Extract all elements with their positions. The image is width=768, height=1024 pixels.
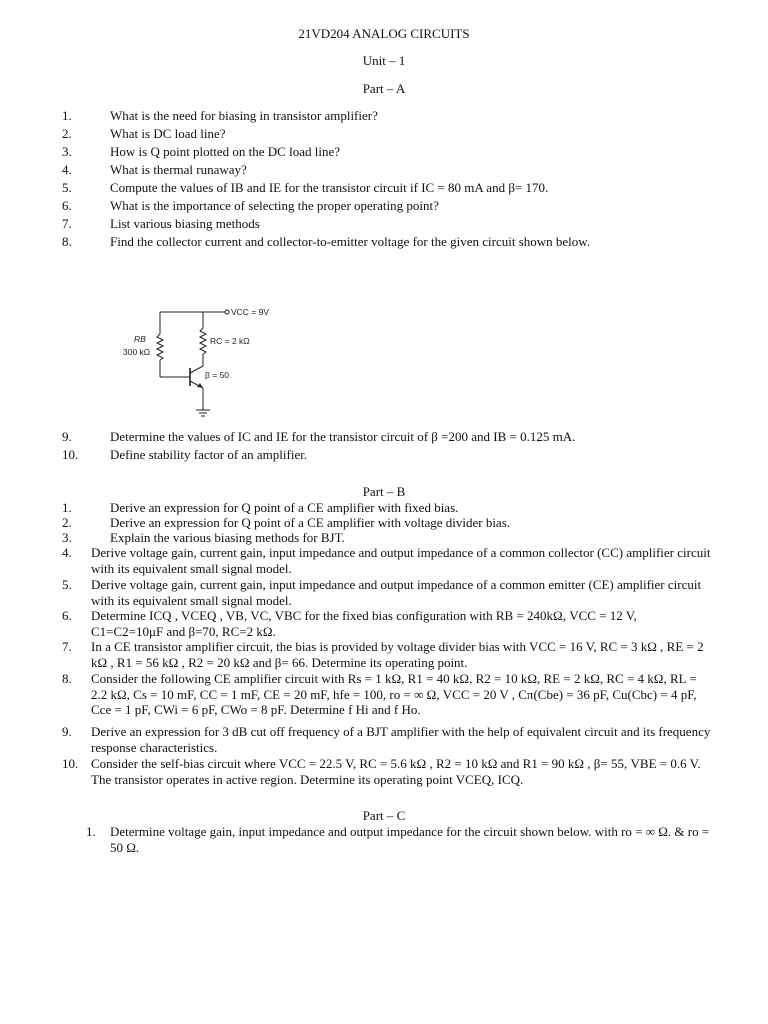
- part-c-list-item: [86, 824, 712, 855]
- question-text: What is the importance of selecting the proper operating point?: [110, 198, 439, 213]
- question-text: What is DC load line?: [110, 126, 226, 141]
- document-title: 21VD204 ANALOG CIRCUITS: [298, 26, 470, 41]
- question-text: In a CE transistor amplifier circuit, the bias is provided by voltage divider bias with VCC = 16 V, RC = 3 kΩ , RE = 2 kΩ , R1 = 56 kΩ , R2 = 20 kΩ and β= 66. Determine its operating point.: [91, 639, 704, 670]
- list-item: [62, 671, 712, 724]
- part-c-heading: Part – C: [362, 808, 406, 823]
- vcc-label: VCC = 9V: [231, 307, 270, 317]
- item-number: 2.: [62, 126, 72, 141]
- rb-value: 300 kΩ: [123, 347, 151, 357]
- part-b-heading: Part – B: [362, 484, 406, 499]
- fixed-bias-circuit-diagram: [112, 300, 292, 422]
- item-number: 7.: [62, 639, 72, 654]
- vcc-terminal: [225, 310, 229, 314]
- unit-heading: Unit – 1: [362, 53, 406, 68]
- question-text: Derive an expression for Q point of a CE amplifier with voltage divider bias.: [110, 515, 511, 530]
- list-item: [62, 530, 712, 545]
- question-text: List various biasing methods: [110, 216, 260, 231]
- question-text: Determine voltage gain, input impedance and output impedance for the circuit shown below. with ro = ∞ Ω. & ro = 50 Ω.: [110, 824, 710, 855]
- list-item: [62, 639, 712, 671]
- part-a-heading: Part – A: [362, 81, 406, 96]
- list-item: [62, 545, 712, 577]
- item-number: 2.: [62, 515, 72, 530]
- rc-label: RC = 2 kΩ: [210, 336, 250, 346]
- list-item: [62, 234, 712, 252]
- question-text: What is thermal runaway?: [110, 162, 247, 177]
- item-number: 3.: [62, 144, 72, 159]
- item-number: 8.: [62, 234, 72, 249]
- rc-resistor: [200, 328, 206, 354]
- part-b-list: [62, 500, 712, 788]
- list-item: [62, 126, 712, 144]
- question-text: How is Q point plotted on the DC load line?: [110, 144, 341, 159]
- question-text: Consider the self-bias circuit where VCC = 22.5 V, RC = 5.6 kΩ , R2 = 10 kΩ and R1 = 90 kΩ , β= 55, VBE = 0.6 V. The transistor operates in active region. Determine its operating point VCEQ, ICQ.: [91, 756, 701, 787]
- list-item: [62, 180, 712, 198]
- part-a-list-continued: [62, 429, 712, 465]
- list-item: [62, 447, 712, 465]
- item-number: 3.: [62, 530, 72, 545]
- question-text: Find the collector current and collector-to-emitter voltage for the given circuit shown below.: [110, 234, 591, 249]
- item-number: 8.: [62, 671, 72, 686]
- rb-resistor: [157, 334, 163, 360]
- item-number: 6.: [62, 198, 72, 213]
- question-text: Derive voltage gain, current gain, input impedance and output impedance of a common emitter (CE) amplifier circuit with its equivalent small signal model.: [91, 577, 702, 608]
- question-text: Determine the values of IC and IE for the transistor circuit of β =200 and IB = 0.125 mA.: [110, 429, 576, 444]
- beta-label: β = 50: [205, 370, 230, 380]
- list-item: [62, 756, 712, 788]
- question-text: Consider the following CE amplifier circuit with Rs = 1 kΩ, R1 = 40 kΩ, R2 = 10 kΩ, RE = 2 kΩ, RC = 4 kΩ, RL = 2.2 kΩ, Cs = 10 mF, CC = 1 mF, CE = 20 mF, hfe = 100, ro = ∞ Ω, VCC = 20 V , Cπ(Cbe) = 36 pF, Cu(Cbc) = 4 pF, Cce = 1 pF, CWi = 6 pF, CWo = 8 pF. Determine f Hi and f Ho.: [91, 671, 697, 718]
- part-a-list: [62, 108, 712, 252]
- item-number: 1.: [62, 500, 72, 515]
- item-number: 4.: [62, 162, 72, 177]
- item-number: 9.: [62, 724, 72, 739]
- list-item: [62, 144, 712, 162]
- list-item: [62, 608, 712, 639]
- item-number: 10.: [62, 756, 79, 771]
- list-item: [62, 216, 712, 234]
- list-item: [62, 724, 712, 756]
- item-number: 4.: [62, 545, 72, 560]
- list-item: [62, 500, 712, 515]
- list-item: [62, 108, 712, 126]
- list-item: [62, 162, 712, 180]
- question-text: Derive an expression for 3 dB cut off frequency of a BJT amplifier with the help of equivalent circuit and its frequency response characteristics.: [91, 724, 711, 755]
- item-number: 1.: [86, 824, 96, 839]
- question-text: Derive voltage gain, current gain, input impedance and output impedance of a common collector (CC) amplifier circuit with its equivalent small signal model.: [91, 545, 711, 576]
- question-text: Compute the values of IB and IE for the transistor circuit if IC = 80 mA and β= 170.: [110, 180, 549, 195]
- list-item: [62, 429, 712, 447]
- list-item: [62, 198, 712, 216]
- item-number: 9.: [62, 429, 72, 444]
- question-text: Define stability factor of an amplifier.: [110, 447, 308, 462]
- question-text: Explain the various biasing methods for BJT.: [110, 530, 345, 545]
- item-number: 5.: [62, 577, 72, 592]
- item-number: 7.: [62, 216, 72, 231]
- item-number: 10.: [62, 447, 79, 462]
- list-item: [62, 515, 712, 530]
- question-text: Derive an expression for Q point of a CE amplifier with fixed bias.: [110, 500, 459, 515]
- list-item: [62, 577, 712, 608]
- rb-label: RB: [134, 334, 146, 344]
- question-text: Determine ICQ , VCEQ , VB, VC, VBC for the fixed bias configuration with RB = 240kΩ, VCC = 12 V, C1=C2=10μF and β=70, RC=2 kΩ.: [91, 608, 637, 639]
- item-number: 6.: [62, 608, 72, 623]
- item-number: 5.: [62, 180, 72, 195]
- item-number: 1.: [62, 108, 72, 123]
- question-text: What is the need for biasing in transistor amplifier?: [110, 108, 378, 123]
